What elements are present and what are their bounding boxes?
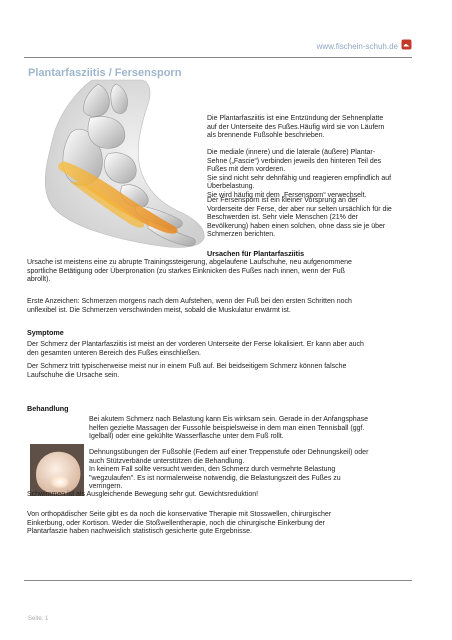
behandlung-paragraph-4: Von orthopädischer Seite gibt es da noch die konservative Therapie mit Stosswellen, chirurgischer Einkerbung, oder Kortison. Weder die Stoßwellentherapie, noch die chirurgische Einkerbung der Plantarfaszie haben nachweislich statistisch gesicherte gute Ergebnisse. xyxy=(27,511,332,536)
behandlung-paragraph-1: Bei akutem Schmerz nach Belastung kann Eis wirksam sein. Gerade in der Anfangsphase helfen gezielte Massagen der Fussohle beispielsweise in dem man einen Tennisball (ggf. Igelball) oder eine gekühlte Wasserflasche unter dem Fuß rollt. xyxy=(89,416,368,441)
header-divider xyxy=(24,57,412,58)
symptome-paragraph-1: Der Schmerz der Plantarfasziitis ist meist an der vorderen Unterseite der Ferse lokalisiert. Er kann aber auch den gesamten unteren Bereich des Fußes einschließen. xyxy=(27,341,364,357)
section-heading-ursachen: Ursachen für Plantarfasziitis xyxy=(207,249,305,258)
footer-divider xyxy=(24,580,412,581)
intro-paragraph-1: Die Plantarfasziitis ist eine Entzündung der Sehnenplatte auf der Unterseite des Fußes.Häufig wird sie von Läufern als brennende Fußsohle beschrieben. xyxy=(207,115,385,140)
symptome-paragraph-2: Der Schmerz tritt typischerweise meist nur in einem Fuß auf. Bei beidseitigem Schmerz können falsche Laufschuhe die Ursache sein. xyxy=(27,363,347,379)
ursachen-paragraph-2: Erste Anzeichen: Schmerzen morgens nach dem Aufstehen, wenn der Fuß bei den ersten Schritten noch unflexibel ist. Die Schmerzen verschwinden meist, sobald die Muskulatur erwärmt ist. xyxy=(27,298,352,314)
intro-paragraph-3: Der Fersensporn ist ein kleiner Vorsprung an der Vorderseite der Ferse, der aber nur selten ursächlich für die Beschwerden ist. Sehr viele Menschen (21% der Bevölkerung) haben einen solchen, ohne dass sie je über Schmerzen berichten. xyxy=(207,197,392,239)
heel-photo-image xyxy=(30,444,84,496)
site-url-link[interactable]: www.fischein-schuh.de xyxy=(316,42,398,51)
section-heading-symptome: Symptome xyxy=(27,328,64,337)
shoe-logo-icon xyxy=(401,38,412,50)
page-number: Seite: 1 xyxy=(28,616,49,622)
section-heading-behandlung: Behandlung xyxy=(27,404,69,413)
page-title: Plantarfasziitis / Fersensporn xyxy=(28,67,182,79)
foot-skeleton-image xyxy=(30,78,206,250)
behandlung-paragraph-3: Schwimmen ist als Ausgleichende Bewegung sehr gut. Gewichtsreduktion! xyxy=(27,491,259,498)
behandlung-paragraph-2: Dehnungsübungen der Fußsohle (Federn auf einer Treppenstufe oder Dehnungskeil) oder auch Stützverbände unterstützen die Behandlung. In keinem Fall sollte versucht werden, den Schmerz durch vermehrte Belastung "wegzulaufen". Es ist normalerweise notwendig, die Belastungszeit des Fußes zu verringern. xyxy=(89,449,369,491)
intro-paragraph-2: Die mediale (innere) und die laterale (äußere) Plantar- Sehne („Fascie“) verbinden jeweils den hinteren Teil des Fußes mit dem vorderen. Sie sind nicht sehr dehnfähig und reagieren empfindlich auf Überbelastung. Sie wird häufig mit dem „Fersensporn“ verwechselt. xyxy=(207,149,392,199)
ursachen-paragraph-1: Ursache ist meistens eine zu abrupte Trainingssteigerung, abgelaufene Laufschuhe, neu aufgenommene sportliche Betätigung oder Überpronation (zu starkes Einknicken des Fußes nach innen, wenn der Fuß abrollt). xyxy=(27,259,352,284)
page-header xyxy=(24,28,412,56)
